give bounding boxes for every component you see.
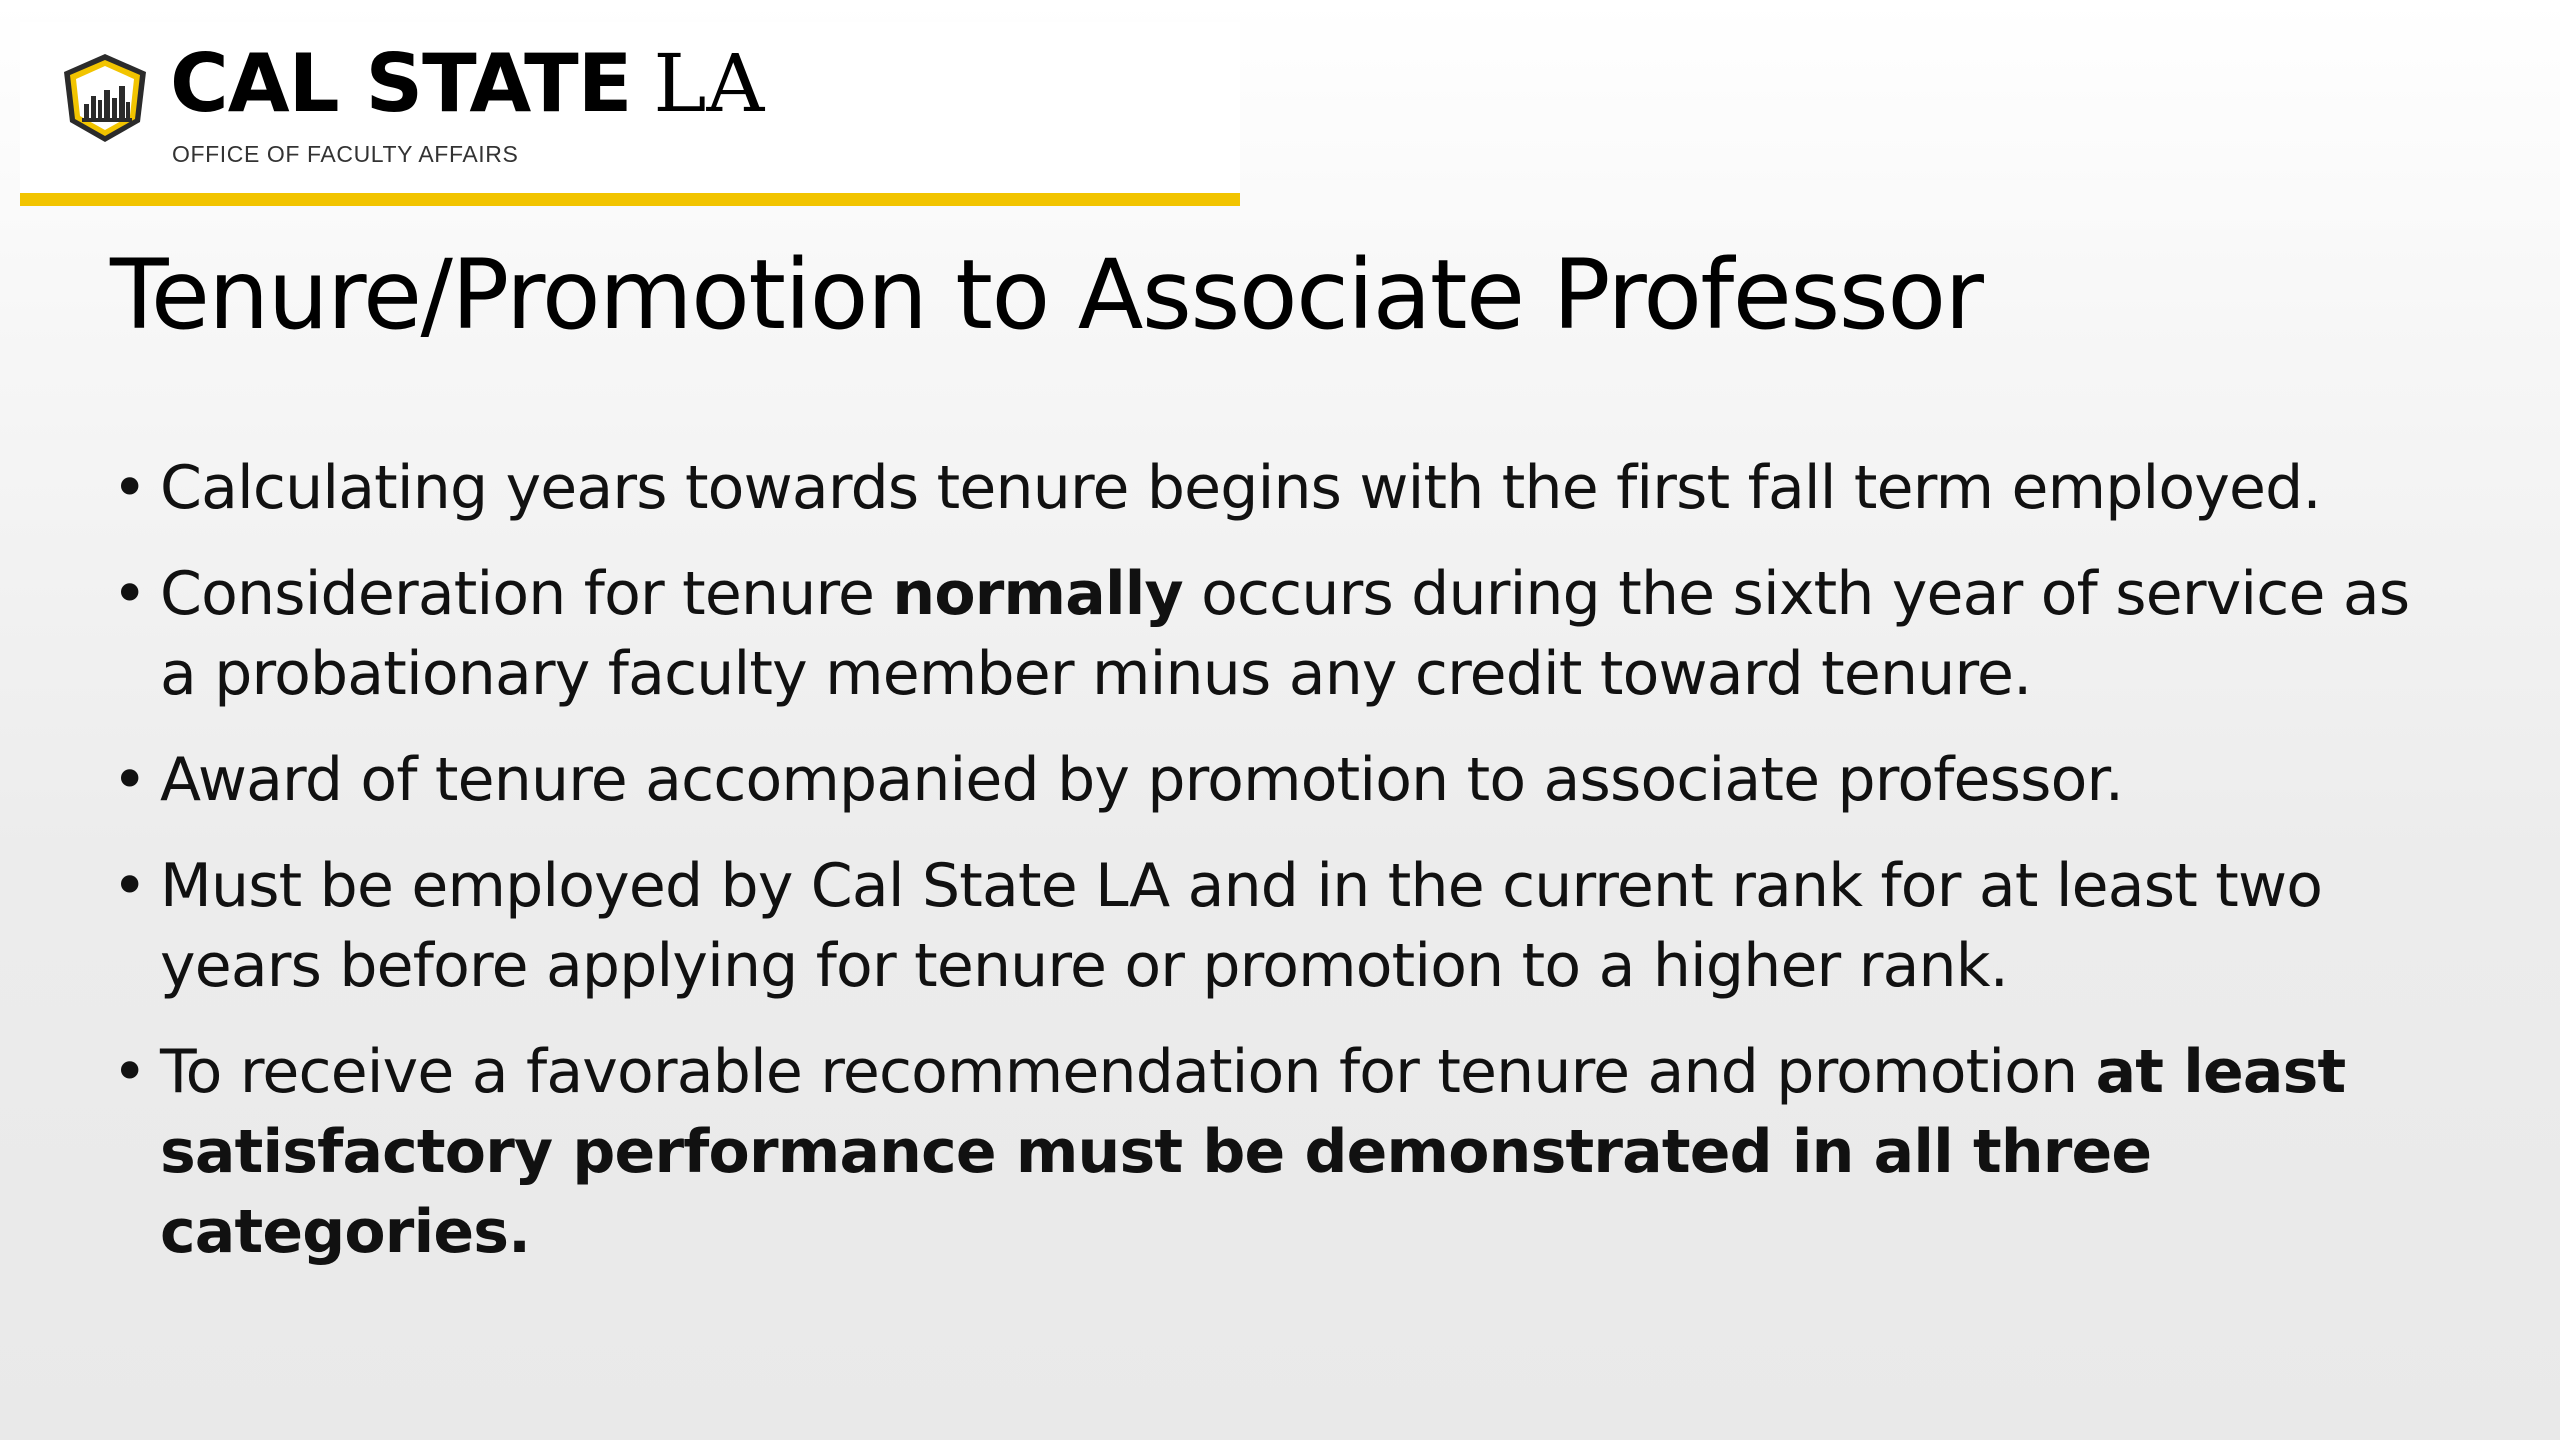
bullet-emphasis: at least satisfactory performance must be demonstrated in all three categories. xyxy=(160,1037,2346,1267)
bullet-text: Must be employed by Cal State LA and in the current rank for at least two years before applying for tenure or promotion to a higher rank. xyxy=(160,851,2323,1001)
bullet-item xyxy=(110,448,2440,528)
bullet-list xyxy=(110,448,2440,1298)
slide-title: Tenure/Promotion to Associate Professor xyxy=(110,239,1983,351)
bullet-item xyxy=(110,740,2440,820)
header-accent-rule xyxy=(20,193,1240,206)
bullet-dot-icon: • xyxy=(112,745,147,815)
bullet-text: occurs during the sixth year of service as a probationary faculty member minus any credit toward tenure. xyxy=(160,559,2410,709)
cal-state-la-seal-icon xyxy=(62,52,148,144)
bullet-dot-icon: • xyxy=(112,851,147,921)
wordmark-la: LA xyxy=(653,37,765,130)
bullet-text: Consideration for tenure xyxy=(160,559,893,629)
bullet-item xyxy=(110,1032,2440,1272)
bullet-item xyxy=(110,554,2440,714)
cal-state-la-wordmark xyxy=(170,37,765,144)
bullet-text: To receive a favorable recommendation for tenure and promotion xyxy=(160,1037,2096,1107)
bullet-dot-icon: • xyxy=(112,1037,147,1107)
bullet-text: Award of tenure accompanied by promotion to associate professor. xyxy=(160,745,2124,815)
bullet-dot-icon: • xyxy=(112,559,147,629)
bullet-text: Calculating years towards tenure begins with the first fall term employed. xyxy=(160,453,2321,523)
office-name: OFFICE OF FACULTY AFFAIRS xyxy=(172,141,519,167)
bullet-dot-icon: • xyxy=(112,453,147,523)
bullet-emphasis: normally xyxy=(892,559,1183,629)
wordmark-cal-state: CAL STATE xyxy=(170,37,632,130)
bullet-item xyxy=(110,846,2440,1006)
